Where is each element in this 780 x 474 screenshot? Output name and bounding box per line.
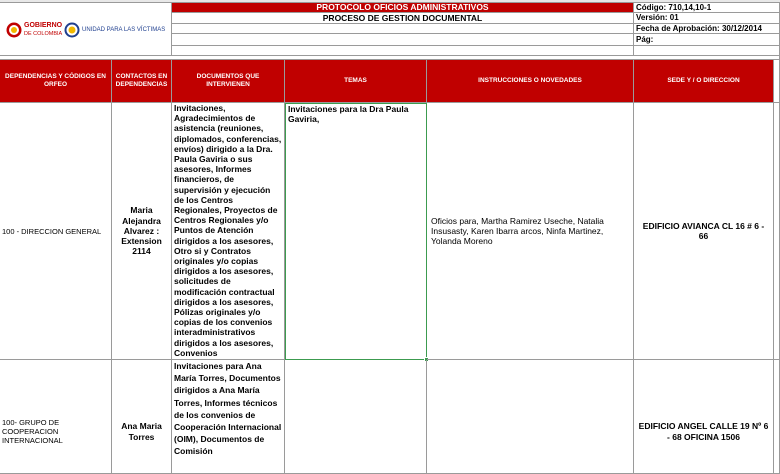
unidad-logo <box>64 21 164 39</box>
table-row-2-extra <box>774 360 780 474</box>
title-empty-1 <box>172 24 634 34</box>
col-extra <box>774 60 780 103</box>
table-row-2-documentos: Invitaciones para Ana María Torres, Documentos dirigidos a Ana María Torres, Informes técnicos de los convenios de Cooperación Internacional (OIM), Documentos de Comisión <box>172 360 285 474</box>
col-dependencias: DEPENDENCIAS Y CÓDIGOS EN ORFEO <box>0 60 112 103</box>
gobierno-text: GOBIERNO <box>24 22 63 29</box>
table-row-1-temas[interactable]: Invitaciones para la Dra Paula Gaviria, <box>285 103 427 360</box>
title-empty-3 <box>172 46 634 56</box>
pag-field: Pág: <box>634 34 780 46</box>
table-row-1-sede: EDIFICIO AVIANCA CL 16 # 6 - 66 <box>634 103 774 360</box>
table-row-1-dependencia: 100 - DIRECCION GENERAL <box>0 103 112 360</box>
table-row-2-contacto: Ana Maria Torres <box>112 360 172 474</box>
colombia-text: DE COLOMBIA <box>24 31 63 37</box>
doc-subtitle: PROCESO DE GESTION DOCUMENTAL <box>172 13 634 24</box>
version-field: Versión: 01 <box>634 13 780 24</box>
gobierno-seal-icon <box>6 22 22 38</box>
table-row-2-temas <box>285 360 427 474</box>
table-row-2-sede: EDIFICIO ANGEL CALLE 19 Nº 6 - 68 OFICINA 1506 <box>634 360 774 474</box>
col-instrucciones: INSTRUCCIONES O NOVEDADES <box>427 60 634 103</box>
table-row-2-dependencia: 100- GRUPO DE COOPERACION INTERNACIONAL <box>0 360 112 474</box>
fecha-field: Fecha de Aprobación: 30/12/2014 <box>634 24 780 34</box>
table-row-2-instrucciones <box>427 360 634 474</box>
logo-area <box>0 3 172 56</box>
unidad-victimas-icon <box>64 22 80 38</box>
col-sede: SEDE Y / O DIRECCION <box>634 60 774 103</box>
gobierno-logo <box>6 21 64 39</box>
col-documentos: DOCUMENTOS QUE INTERVIENEN <box>172 60 285 103</box>
col-contactos: CONTACTOS EN DEPENDENCIAS <box>112 60 172 103</box>
table-row-1-instrucciones: Oficios para, Martha Ramirez Useche, Natalia Insusasty, Karen Ibarra arcos, Ninfa Martinez, Yolanda Moreno <box>427 103 634 360</box>
doc-title: PROTOCOLO OFICIOS ADMINISTRATIVOS <box>172 3 634 13</box>
col-temas: TEMAS <box>285 60 427 103</box>
meta-empty <box>634 46 780 56</box>
codigo-field: Código: 710,14,10-1 <box>634 3 780 13</box>
table-row-1-documentos: Invitaciones, Agradecimientos de asistencia (reuniones, diplomados, conferencias, envíos) dirigido a la Dra. Paula Gaviria o sus asesores, Informes financieros, de supervisión y ejecución de los Centros Regionales, Proyectos de Centros Regionales y/o Puntos de Atención dirigidos a los asesores, Otro si y Contratos originales y/o copias dirigidos a los asesores, solicitudes de modificación contractual dirigidos a los asesores, Pólizas originales y/o copias de los convenios interadministrativos dirigidos a los asesores, Convenios <box>172 103 285 360</box>
unidad-text: UNIDAD PARA LAS VÍCTIMAS <box>82 27 166 33</box>
title-empty-2 <box>172 34 634 46</box>
table-row-1-contacto: Maria Alejandra Alvarez : Extension 2114 <box>112 103 172 360</box>
table-row-1-extra <box>774 103 780 360</box>
